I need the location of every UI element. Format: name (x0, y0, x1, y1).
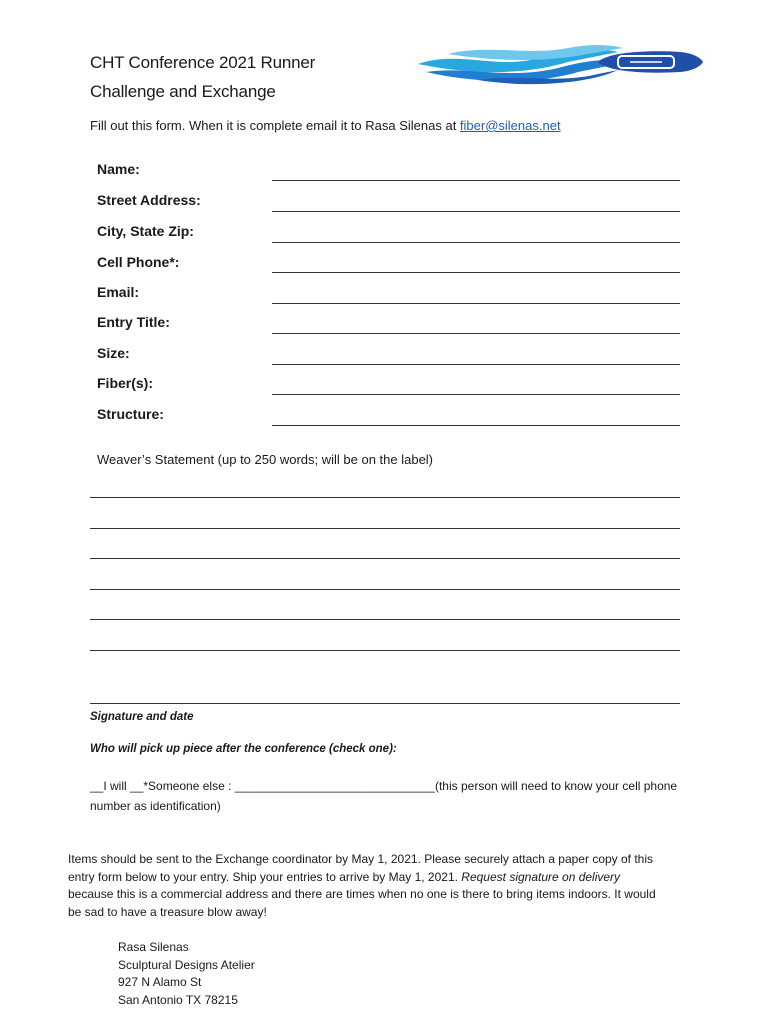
field-label-city: City, State Zip: (97, 223, 194, 239)
signature-label: Signature and date (90, 711, 194, 723)
signature-field[interactable] (90, 703, 680, 704)
city-state-zip-field[interactable] (272, 242, 680, 243)
statement-line[interactable] (90, 558, 680, 559)
instructions-part-2: because this is a commercial address and there are times when no one is there to bring items indoors. It would be sad to have a treasure blow away! (68, 887, 656, 919)
field-label-structure: Structure: (97, 406, 164, 422)
field-label-fibers: Fiber(s): (97, 375, 153, 391)
title-line-1: CHT Conference 2021 Runner (90, 53, 316, 72)
statement-line[interactable] (90, 497, 680, 498)
cell-phone-field[interactable] (272, 272, 680, 273)
address-line: 927 N Alamo St (118, 975, 202, 989)
size-field[interactable] (272, 364, 680, 365)
mailing-address (118, 939, 255, 1009)
email-link[interactable]: fiber@silenas.net (459, 118, 561, 133)
intro-sentence: Fill out this form. When it is complete email it to Rasa Silenas at (90, 118, 460, 133)
address-line: San Antonio TX 78215 (118, 992, 238, 1007)
field-label-entry-title: Entry Title: (97, 314, 170, 330)
statement-line[interactable] (90, 528, 680, 529)
field-label-street: Street Address: (97, 192, 201, 208)
address-line: Rasa Silenas (118, 940, 189, 954)
entry-title-field[interactable] (272, 333, 680, 334)
pickup-options[interactable]: __I will __*Someone else : ______________________________(this person will need to know your cell phone number as identification) (90, 779, 678, 813)
instructions-emphasis: Request signature on delivery (461, 869, 621, 884)
statement-line[interactable] (90, 650, 680, 651)
pickup-question: Who will pick up piece after the conference (check one): (90, 743, 397, 755)
instructions-part-1: Items should be sent to the Exchange coordinator by May 1, 2021. Please securely attach a paper copy of this entry form below to your entry. Ship your entries to arrive by May 1, 2021. (68, 852, 654, 884)
address-line: Sculptural Designs Atelier (118, 957, 255, 972)
statement-line[interactable] (90, 619, 680, 620)
name-field[interactable] (272, 180, 680, 181)
structure-field[interactable] (272, 425, 680, 426)
field-label-email: Email: (97, 284, 140, 300)
field-label-phone: Cell Phone*: (97, 254, 180, 270)
field-label-size: Size: (97, 345, 130, 361)
street-address-field[interactable] (272, 211, 680, 212)
page-title (90, 48, 315, 106)
title-line-2: Challenge and Exchange (90, 82, 276, 101)
intro-text (90, 118, 561, 133)
fibers-field[interactable] (272, 394, 680, 395)
email-field[interactable] (272, 303, 680, 304)
field-label-name: Name: (97, 161, 140, 177)
shuttle-waves-icon (418, 40, 703, 88)
statement-line[interactable] (90, 589, 680, 590)
shipping-instructions (68, 851, 668, 921)
weavers-statement-label: Weaver’s Statement (up to 250 words; will be on the label) (97, 452, 434, 467)
